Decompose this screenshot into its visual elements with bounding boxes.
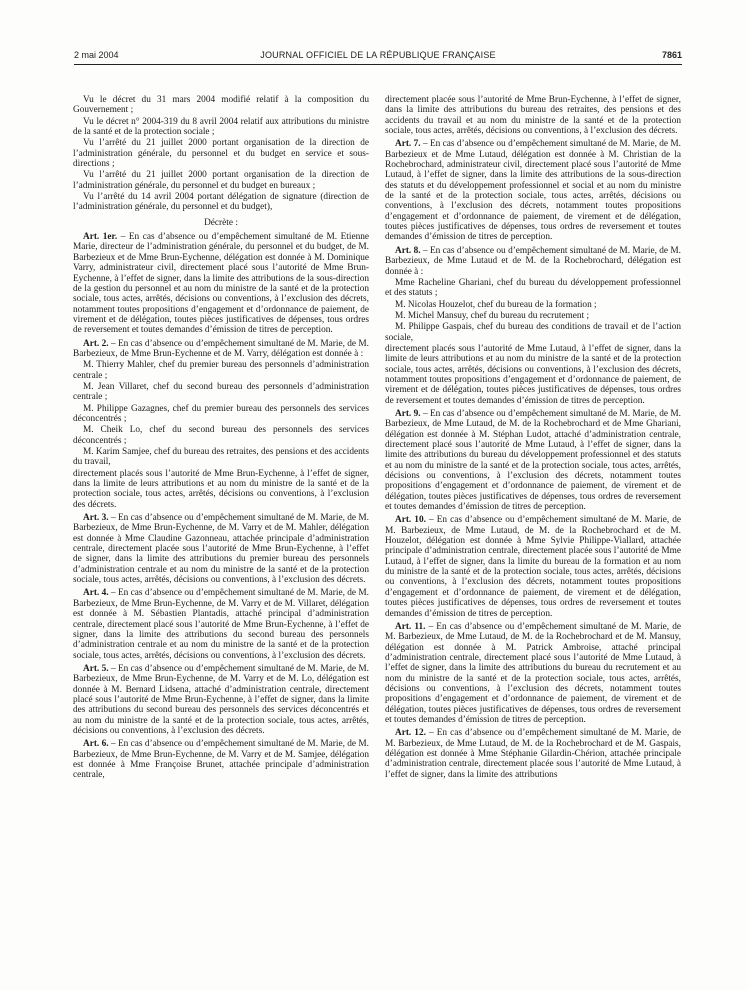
article-9: [385, 409, 681, 512]
article-12: [385, 728, 681, 780]
delegate-item: Mme Racheline Ghariani, chef du bureau du développement professionnel et des statuts ;: [385, 277, 681, 299]
article-text: – En cas d’absence ou d’empêchement simultané de M. Marie, de M. Barbezieux, de Mme Brun-Eychenne, de M. Varry et de M. Samjee, délégation est donnée à Mme Françoise Brunet, attachée principale d’administration centrale,: [73, 739, 369, 781]
article-label: Art. 8.: [395, 245, 421, 256]
article-continuation: directement placée sous l’autorité de Mme Brun-Eychenne, à l’effet de signer, dans la limite des attributions du bureau des retraites, des pensions et des accidents du travail et au nom du ministre de la santé et de la protection sociale, tous actes, arrêtés, décisions ou conventions, à l’exclusion des décrets.: [385, 95, 681, 137]
article-label: Art. 10.: [395, 515, 426, 526]
article-label: Art. 9.: [395, 408, 421, 419]
article-text: – En cas d’absence ou d’empêchement simultané de M. Marie, de M. Barbezieux et de Mme Lutaud, délégation est donnée à M. Christian de la Rochebrochard, administrateur civil, directement placé sous l’autorité de Mme Lutaud, à l’effet de signer, dans la limite des attributions de la sous-direction des statuts et du développement professionnel et social et au nom du ministre de la santé et de la protection sociale, tous actes, arrêtés, décisions ou conventions, à l’exclusion des décrets, notamment toutes propositions d’engagement et d’ordonnance de paiement, de virement et de délégation, toutes pièces justificatives de dépenses, tous ordres de reversement et toutes demandes d’émission de titres de perception.: [385, 139, 681, 243]
article-label: Art. 7.: [395, 139, 421, 150]
article-label: Art. 4.: [83, 588, 109, 599]
article-label: Art. 12.: [395, 728, 426, 739]
delegate-item: M. Thierry Mahler, chef du premier bureau des personnels d’administration centrale ;: [73, 360, 369, 381]
article-11: [385, 622, 681, 725]
delegate-item: M. Jean Villaret, chef du second bureau des personnels d’administration centrale ;: [73, 381, 369, 403]
visa-paragraph: Vu l’arrêté du 14 avril 2004 portant délégation de signature (direction de l’administration générale, du personnel et du budget),: [73, 192, 369, 213]
article-8: [385, 246, 681, 277]
visa-paragraph: Vu l’arrêté du 21 juillet 2000 portant organisation de la direction de l’administration générale, du personnel et du budget en service et sous-directions ;: [73, 138, 369, 170]
delegate-item: M. Cheik Lo, chef du second bureau des personnels des services déconcentrés ;: [73, 425, 369, 446]
article-text: – En cas d’absence ou d’empêchement simultané de M. Marie, de M. Barbezieux, de Mme Lutaud, de M. de la Rochebrochard et de M. Houzelot, délégation est donnée à Mme Sylvie Philippe-Viallard, attachée principale d’administration centrale, directement placée sous l’autorité de Mme Lutaud, à l’effet de signer, dans la limite du bureau de la formation et au nom du ministre de la santé et de la protection sociale, tous actes, arrêtés, décisions ou conventions, à l’exclusion des décrets, notamment toutes propositions d’engagement et d’ordonnance de paiement, de virement et de délégation, toutes pièces justificatives de dépenses, tous ordres de reversement et toutes demandes d’émission de titres de perception.: [385, 515, 681, 619]
decrete-heading: Décrète :: [204, 217, 238, 228]
delegate-item: M. Philippe Gazagnes, chef du premier bureau des personnels des services déconcentrés ;: [73, 403, 369, 424]
delegate-item: M. Karim Samjee, chef du bureau des retraites, des pensions et des accidents du travail,: [73, 447, 369, 468]
journal-title: JOURNAL OFFICIEL DE LA RÉPUBLIQUE FRANÇAISE: [260, 50, 496, 60]
article-1: [73, 232, 369, 335]
visa-paragraph: Vu l’arrêté du 21 juillet 2000 portant organisation de la direction de l’administration générale, du personnel et du budget en bureaux ;: [73, 170, 369, 191]
article-text: – En cas d’absence ou d’empêchement simultané de M. Marie, de M. Barbezieux, de Mme Brun-Eychenne et de M. Varry, délégation est donnée à :: [73, 338, 369, 359]
visa-paragraph: Vu le décret du 31 mars 2004 modifié relatif à la composition du Gouvernement ;: [73, 95, 369, 116]
article-text: – En cas d’absence ou d’empêchement simultané de M. Marie, de M. Barbezieux, de Mme Brun-Eychenne, de M. Varry et de M. Mahler, délégation est donnée à Mme Claudine Gazonneau, attachée principale d’administration centrale, directement placée sous l’autorité de Mme Brun-Eychenne, à l’effet de signer, dans la limite des attributions du premier bureau des personnels d’administration centrale et au nom du ministre de la santé et de la protection sociale, tous actes, arrêtés, décisions ou conventions, à l’exclusion des décrets.: [73, 513, 369, 586]
article-text: – En cas d’absence ou d’empêchement simultané de M. Marie, de M. Barbezieux, de Mme Lutaud, de M. de la Rochebrochard et de M. Gaspais, délégation est donnée à Mme Stéphanie Gilardin-Chérion, attachée principale d’administration centrale, directement placée sous l’autorité de Mme Lutaud, à l’effet de signer, dans la limite des attributions: [385, 728, 681, 780]
delegate-item: M. Michel Mansuy, chef du bureau du recrutement ;: [395, 310, 590, 321]
article-7: [385, 139, 681, 242]
article-text: – En cas d’absence ou d’empêchement simultané de M. Marie, de M. Barbezieux, de Mme Lutaud, de M. de la Rochebrochard et de Mme Ghariani, délégation est donnée à M. Stéphan Ludot, attaché d’administration centrale, directement placé sous l’autorité de Mme Lutaud, à l’effet de signer, dans la limite des attributions du bureau du développement professionnel et des statuts et au nom du ministre de la santé et de la protection sociale, tous actes, arrêtés, décisions ou conventions, à l’exclusion des décrets, notamment toutes propositions d’engagement et d’ordonnance de paiement, de virement et de délégation, toutes pièces justificatives de dépenses, tous ordres de reversement et toutes demandes d’émission de titres de perception.: [385, 408, 681, 513]
article-4: [73, 588, 369, 660]
article-text: – En cas d’absence ou d’empêchement simultané de M. Marie, de M. Barbezieux, de Mme Brun-Eychenne, de M. Varry et de M. Villaret, délégation est donnée à M. Sébastien Plantadis, attaché principal d’administration centrale, directement placé sous l’autorité de Mme Brun-Eychenne, à l’effet de signer, dans la limite des attributions du second bureau des personnels d’administration centrale et au nom du ministre de la santé et de la protection sociale, tous actes, arrêtés, décisions ou conventions, à l’exclusion des décrets.: [73, 588, 369, 661]
page-header: [74, 50, 682, 64]
visa-paragraph: Vu le décret n° 2004-319 du 8 avril 2004 relatif aux attributions du ministre de la santé et de la protection sociale ;: [73, 116, 369, 138]
article-text: – En cas d’absence ou d’empêchement simultané de M. Marie, de M. Barbezieux, de Mme Lutaud et de M. de la Rochebrochard, délégation est donnée à :: [385, 245, 681, 277]
article-label: Art. 2.: [83, 338, 109, 349]
delegate-item: M. Nicolas Houzelot, chef du bureau de la formation ;: [395, 299, 597, 310]
article-label: Art. 3.: [83, 513, 109, 524]
article-label: Art. 1er.: [83, 232, 118, 243]
right-column: [385, 95, 681, 983]
article-5: [73, 664, 369, 736]
left-column: [73, 95, 369, 983]
article-3: [73, 513, 369, 585]
article-label: Art. 11.: [395, 621, 426, 632]
page-number: 7861: [661, 50, 682, 60]
article-text: – En cas d’absence ou d’empêchement simultané de M. Marie, de M. Barbezieux, de Mme Brun-Eychenne, de M. Varry et de M. Lo, délégation est donnée à M. Bernard Lidsena, attaché d’administration centrale, directement placé sous l’autorité de Mme Brun-Eychenne, à l’effet de signer, dans la limite des attributions du second bureau des personnels des services déconcentrés et au nom du ministre de la santé et de la protection sociale, tous actes, arrêtés, décisions ou conventions, à l’exclusion des décrets.: [73, 663, 369, 736]
article-continuation: directement placés sous l’autorité de Mme Lutaud, à l’effet de signer, dans la limite de leurs attributions et au nom du ministre de la santé et de la protection sociale, tous actes, arrêtés, décisions ou conventions, à l’exclusion des décrets, notamment toutes propositions d’engagement et d’ordonnance de paiement, de virement et de délégation, toutes pièces justificatives de dépenses, tous ordres de reversement et toutes demandes d’émission de titres de perception.: [385, 343, 681, 406]
article-text: – En cas d’absence ou d’empêchement simultané de M. Etienne Marie, directeur de l’administration générale, du personnel et du budget, de M. Barbezieux et de Mme Brun-Eychenne, délégation est donnée à M. Dominique Varry, administrateur civil, directement placé sous l’autorité de Mme Brun-Eychenne, à l’effet de signer, dans la limite des attributions de la sous-direction de la gestion du personnel et au nom du ministre de la santé et de la protection sociale, tous actes, arrêtés, décisions ou conventions, à l’exclusion des décrets, notamment toutes propositions d’engagement et d’ordonnance de paiement, de virement et de délégation, toutes pièces justificatives de dépenses, tous ordres de reversement et toutes demandes d’émission de titres de perception.: [73, 232, 369, 336]
article-2: [73, 339, 369, 360]
article-continuation: directement placés sous l’autorité de Mme Brun-Eychenne, à l’effet de signer, dans la limite de leurs attributions et au nom du ministre de la santé et de la protection sociale, tous actes, arrêtés, décisions ou conventions, à l’exclusion des décrets.: [73, 468, 369, 510]
delegate-item: M. Philippe Gaspais, chef du bureau des conditions de travail et de l’action sociale,: [385, 322, 681, 343]
article-label: Art. 5.: [83, 663, 109, 674]
header-date: 2 mai 2004: [74, 50, 119, 60]
article-label: Art. 6.: [83, 739, 109, 750]
article-text: – En cas d’absence ou d’empêchement simultané de M. Marie, de M. Barbezieux, de Mme Lutaud, de M. de la Rochebrochard et de M. Mansuy, délégation est donnée à M. Patrick Ambroise, attaché principal d’administration centrale, directement placé sous l’autorité de Mme Lutaud, à l’effet de signer, dans la limite des attributions du bureau du recrutement et au nom du ministre de la santé et de la protection sociale, tous actes, arrêtés, décisions ou conventions, à l’exclusion des décrets, notamment toutes propositions d’engagement et d’ordonnance de paiement, de virement et de délégation, toutes pièces justificatives de dépenses, tous ordres de reversement et toutes demandes d’émission de titres de perception.: [385, 621, 681, 725]
header-rule: [74, 64, 682, 65]
article-10: [385, 515, 681, 618]
article-6: [73, 739, 369, 780]
